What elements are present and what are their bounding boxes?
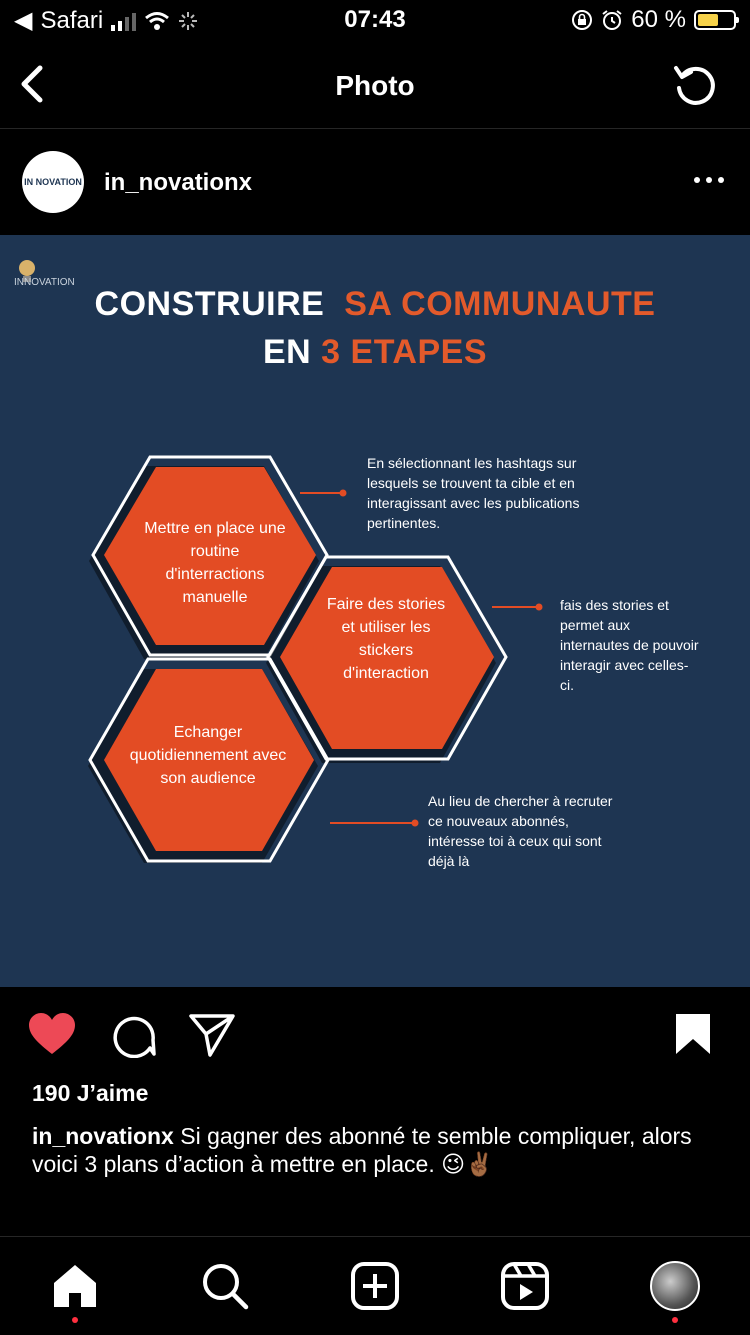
- refresh-icon[interactable]: [670, 60, 720, 110]
- caption-username[interactable]: in_novationx: [32, 1123, 174, 1149]
- tab-bar: [0, 1236, 750, 1335]
- page-title: Photo: [335, 70, 415, 101]
- create-post-icon[interactable]: [350, 1261, 400, 1311]
- heart-icon[interactable]: [28, 1012, 76, 1056]
- headline-orange-1: SA COMMUNAUTE: [344, 285, 656, 323]
- status-right: [571, 6, 736, 34]
- reels-icon[interactable]: [500, 1261, 550, 1311]
- carrier-label: Safari: [40, 6, 104, 34]
- headline-line-1: [0, 285, 750, 324]
- hexagon-label-1: Mettre en place une routine d'interractions manuelle: [144, 520, 286, 606]
- connector-1: [300, 490, 347, 497]
- back-to-app-icon[interactable]: ◀: [14, 7, 33, 34]
- avatar[interactable]: [22, 151, 84, 213]
- status-bar: [0, 0, 750, 44]
- search-icon[interactable]: [200, 1261, 250, 1311]
- post-username[interactable]: in_novationx: [104, 169, 253, 196]
- status-time: 07:43: [344, 6, 406, 33]
- post-image[interactable]: [0, 235, 750, 987]
- brand-watermark: INNOVATION: [14, 277, 75, 288]
- like-count[interactable]: 190 J’aime: [32, 1080, 149, 1106]
- home-notification-dot: [72, 1317, 78, 1323]
- battery-icon: [694, 10, 736, 30]
- description-3: Au lieu de chercher à recruter ce nouveaux abonnés, intéresse toi à ceux qui sont déjà là: [428, 793, 613, 869]
- home-icon[interactable]: [50, 1261, 100, 1311]
- description-2: fais des stories et permet aux internautes de pouvoir interagir avec celles-ci.: [560, 597, 699, 693]
- headline-orange-2: 3 ETAPES: [321, 333, 488, 371]
- post-caption: [32, 1122, 722, 1178]
- headline-white-1: CONSTRUIRE: [94, 285, 325, 323]
- navigation-bar: [0, 44, 750, 129]
- profile-avatar-icon[interactable]: [650, 1261, 700, 1311]
- alarm-icon: [601, 9, 623, 31]
- headline-white-2: EN: [262, 333, 312, 371]
- profile-notification-dot: [672, 1317, 678, 1323]
- more-options-icon[interactable]: [694, 177, 724, 183]
- battery-percent: 60 %: [631, 6, 686, 33]
- caption-text: Si gagner des abonné te semble compliquer, alors voici 3 plans d’action à mettre en place. 😉✌🏾: [32, 1123, 692, 1177]
- post-actions: [0, 1000, 750, 1070]
- headline-line-2: [0, 333, 750, 372]
- comment-icon[interactable]: [110, 1012, 156, 1058]
- bookmark-icon[interactable]: [674, 1012, 712, 1056]
- description-1: En sélectionnant les hashtags sur lesquels se trouvent ta cible et en interagissant avec les publications pertinentes.: [367, 455, 580, 531]
- hexagon-label-2: Faire des stories et utiliser les stickers d'interaction: [326, 596, 446, 682]
- avatar-logo-text: IN NOVATION: [24, 177, 82, 187]
- orientation-lock-icon: [571, 9, 593, 31]
- post-header: [0, 129, 750, 235]
- share-icon[interactable]: [188, 1012, 236, 1058]
- connector-2: [492, 604, 543, 611]
- hexagon-label-3: Echanger quotidiennement avec son audience: [129, 724, 287, 787]
- connector-3: [330, 820, 419, 827]
